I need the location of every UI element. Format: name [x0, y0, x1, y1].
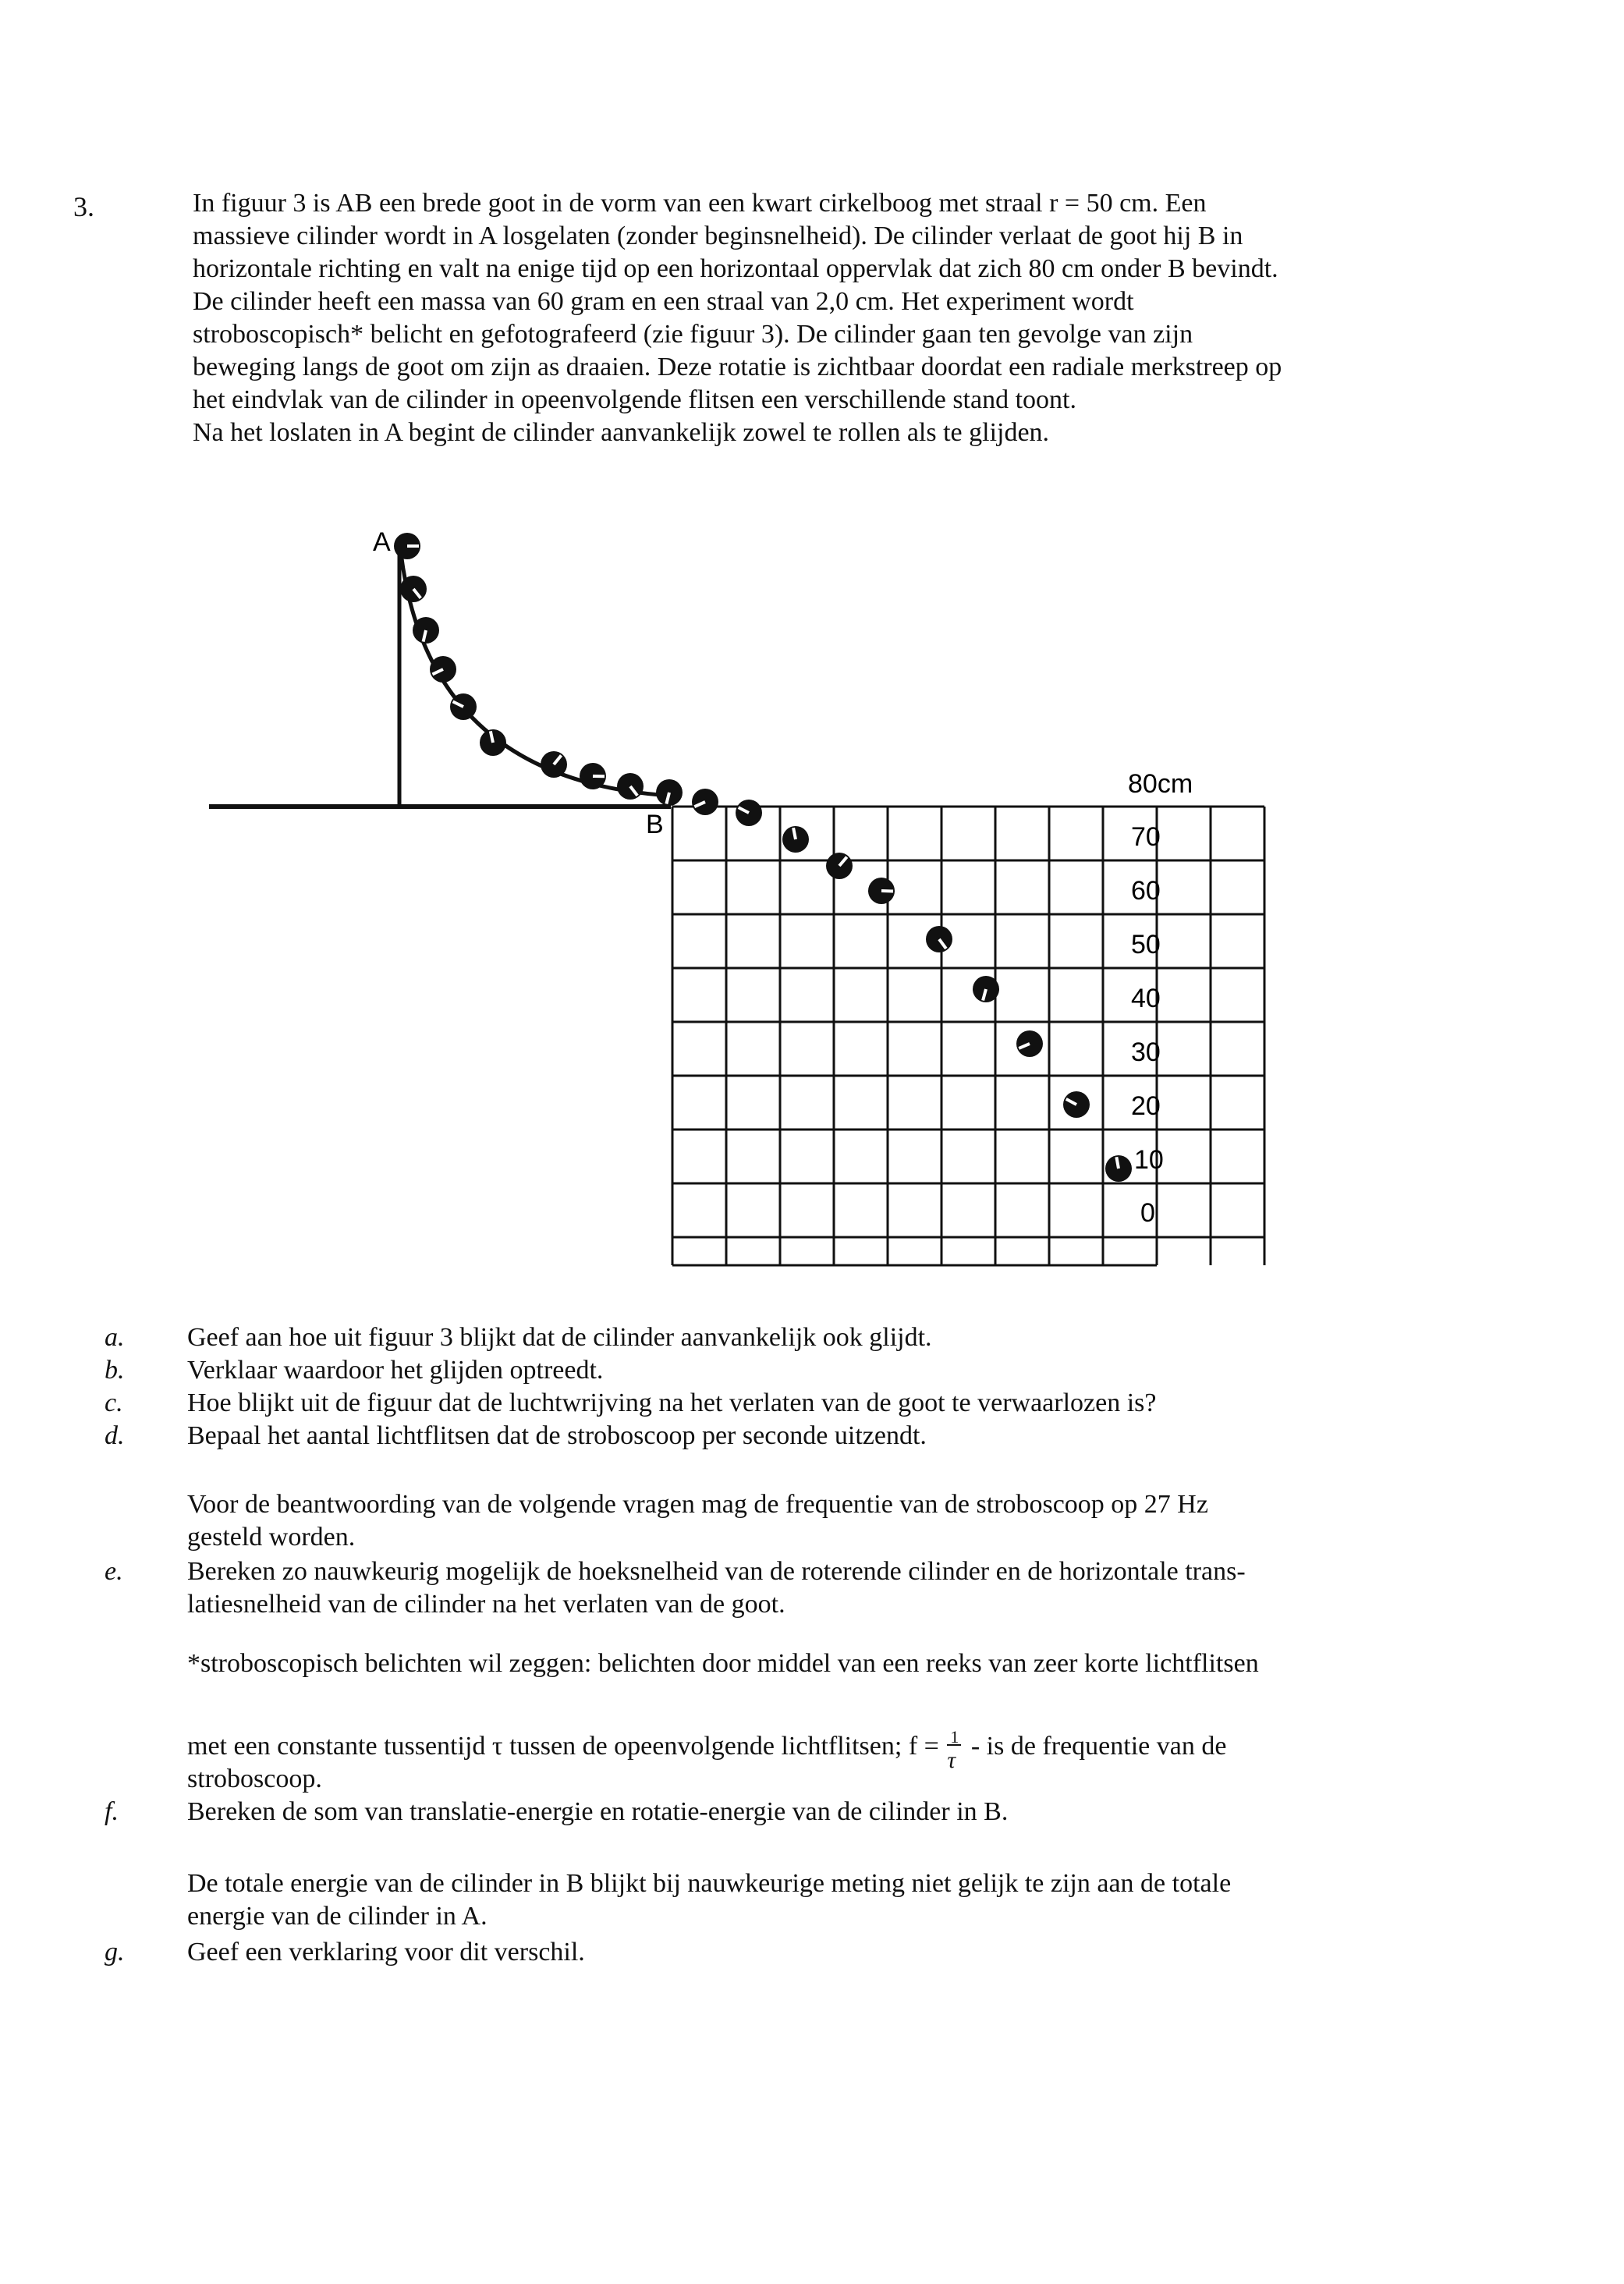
- height-scale: [1128, 769, 1193, 1228]
- question-letter: g.: [105, 1938, 125, 1967]
- question-letter: e.: [105, 1557, 123, 1586]
- question-text: Verklaar waardoor het glijden optreedt.: [187, 1356, 604, 1385]
- fraction-denominator: τ: [947, 1747, 956, 1774]
- question-text: Bereken de som van translatie-energie en rotatie-energie van de cilinder in B.: [187, 1797, 1009, 1826]
- question-text: Bepaal het aantal lichtflitsen dat de stroboscoop per seconde uitzendt.: [187, 1421, 927, 1450]
- fraction-numerator: 1: [950, 1727, 959, 1747]
- scale-label: 30: [1131, 1037, 1161, 1067]
- footnote-formula: [187, 1727, 1435, 1796]
- question-letter: c.: [105, 1388, 123, 1417]
- note-line: De totale energie van de cilinder in B blijkt bij nauwkeurige meting niet gelijk te zijn aan de totale: [187, 1869, 1232, 1898]
- scale-label: 50: [1131, 930, 1161, 959]
- scale-label: 80cm: [1128, 769, 1193, 799]
- intro-line: massieve cilinder wordt in A losgelaten (zonder beginsnelheid). De cilinder verlaat de goot hij B in: [193, 222, 1243, 250]
- question-text: Bereken zo nauwkeurig mogelijk de hoeksnelheid van de roterende cilinder en de horizontale trans-: [187, 1557, 1246, 1586]
- note-line: Voor de beantwoording van de volgende vragen mag de frequentie van de stroboscoop op 27 Hz: [187, 1490, 1208, 1519]
- fraction: [945, 1727, 964, 1774]
- intro-line: In figuur 3 is AB een brede goot in de vorm van een kwart cirkelboog met straal r = 50 cm. Een: [193, 189, 1207, 218]
- radial-mark: [881, 891, 893, 892]
- footnote-line: stroboscoop.: [187, 1764, 322, 1793]
- question-letter: b.: [105, 1356, 125, 1385]
- question-letter: f.: [105, 1797, 119, 1826]
- question-d: [105, 1420, 927, 1452]
- intro-line: stroboscopisch* belicht en gefotografeerd (zie figuur 3). De cilinder gaan ten gevolge van zijn: [193, 320, 1193, 349]
- footnote: [187, 1647, 1435, 1680]
- question-c: [105, 1387, 1157, 1420]
- question-text: Hoe blijkt uit de figuur dat de luchtwrijving na het verlaten van de goot te verwaarlozen is?: [187, 1388, 1157, 1417]
- question-letter: d.: [105, 1421, 125, 1450]
- intro-line: Na het loslaten in A begint de cilinder aanvankelijk zowel te rollen als te glijden.: [193, 418, 1050, 447]
- label-b: B: [646, 810, 664, 839]
- scale-label: 0: [1140, 1198, 1155, 1228]
- radial-mark: [1116, 1157, 1119, 1169]
- note-line: energie van de cilinder in A.: [187, 1902, 488, 1931]
- question-f: [105, 1796, 1009, 1828]
- frequency-note: [187, 1488, 1435, 1554]
- footnote-text: - is de frequentie van de: [970, 1732, 1227, 1761]
- energy-note: [187, 1867, 1435, 1933]
- question-text: latiesnelheid van de cilinder na het verlaten van de goot.: [187, 1590, 785, 1619]
- intro-line: het eindvlak van de cilinder in opeenvolgende flitsen een verschillende stand toont.: [193, 385, 1076, 414]
- question-e: [105, 1555, 1246, 1621]
- scale-label: 40: [1131, 984, 1161, 1013]
- scale-label: 70: [1131, 822, 1161, 852]
- question-b: [105, 1354, 604, 1387]
- footnote-text: met een constante tussentijd τ tussen de opeenvolgende lichtflitsen; f =: [187, 1732, 939, 1761]
- footnote-line: *stroboscopisch belichten wil zeggen: belichten door middel van een reeks van zeer korte lichtflitsen: [187, 1649, 1259, 1678]
- intro-line: horizontale richting en valt na enige tijd op een horizontaal oppervlak dat zich 80 cm onder B bevindt.: [193, 254, 1278, 283]
- scale-label: 20: [1131, 1091, 1161, 1121]
- question-text: Geef aan hoe uit figuur 3 blijkt dat de cilinder aanvankelijk ook glijdt.: [187, 1323, 932, 1352]
- note-line: gesteld worden.: [187, 1523, 356, 1552]
- scale-label: 10: [1134, 1145, 1164, 1175]
- intro-line: De cilinder heeft een massa van 60 gram en een straal van 2,0 cm. Het experiment wordt: [193, 287, 1134, 316]
- question-g: [105, 1936, 585, 1969]
- question-text: Geef een verklaring voor dit verschil.: [187, 1938, 585, 1967]
- label-a: A: [373, 527, 391, 557]
- cylinder-positions: [394, 533, 1132, 1182]
- question-letter: a.: [105, 1323, 125, 1352]
- problem-number: 3.: [73, 191, 94, 222]
- intro-line: beweging langs de goot om zijn as draaien. Deze rotatie is zichtbaar doordat een radiale merkstreep op: [193, 353, 1282, 381]
- scale-label: 60: [1131, 876, 1161, 906]
- measurement-grid: [672, 807, 1264, 1265]
- question-a: [105, 1321, 932, 1354]
